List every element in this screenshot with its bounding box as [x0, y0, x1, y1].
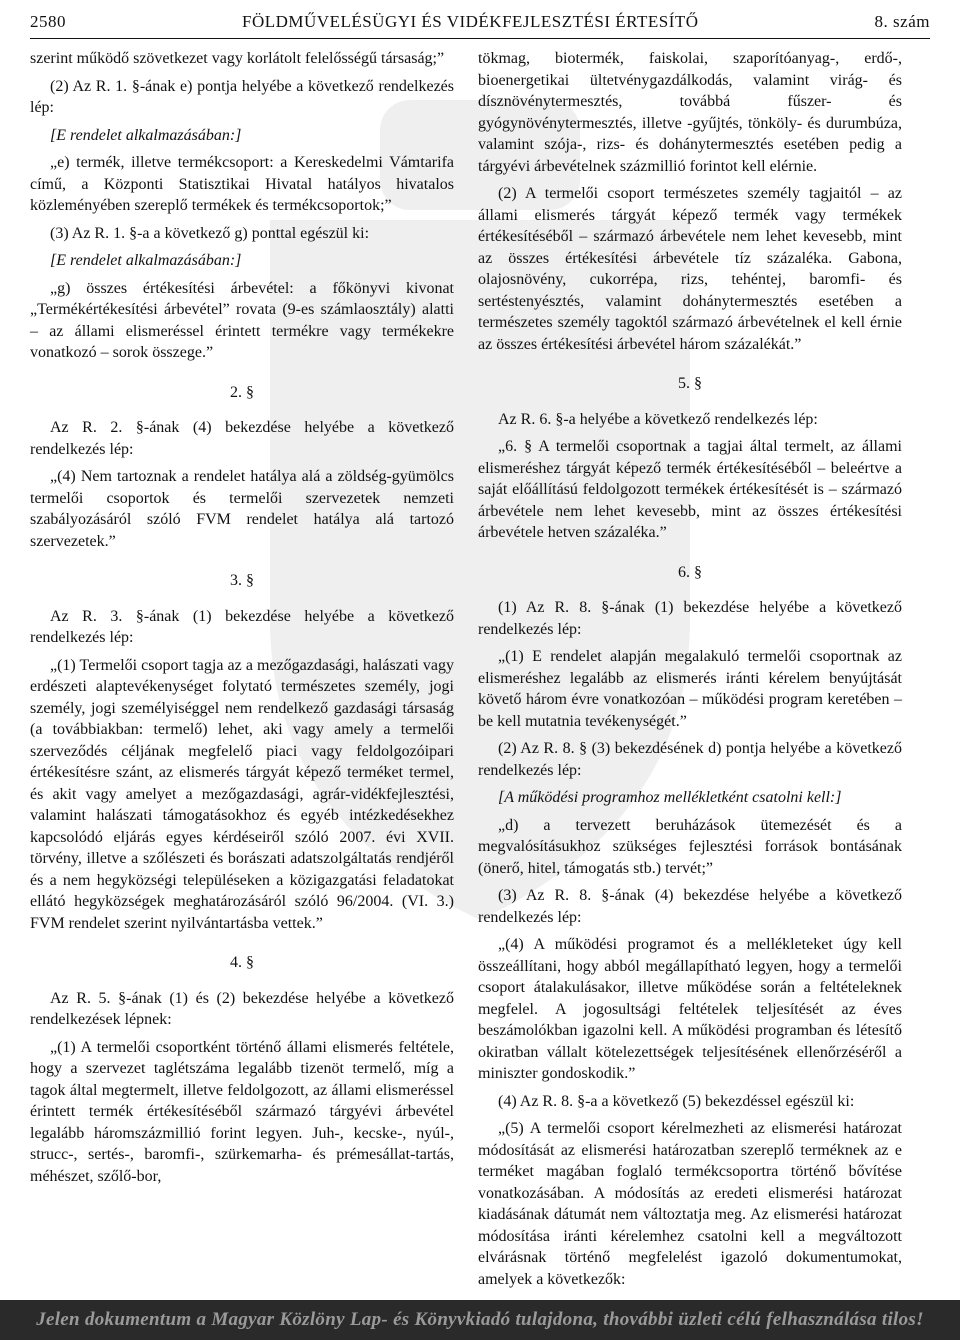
section-heading: 4. §: [230, 954, 254, 971]
page-header: [30, 10, 930, 34]
paragraph: (2) Az R. 1. §-ának e) pontja helyébe a következő rendelkezés lép:: [30, 77, 454, 116]
paragraph: „(5) A termelői csoport kérelmezheti az elismerési határozat módosítását az elismerési határozatban szereplő terméknek az e terméket magában foglaló termékcsoportra történő bővítése vonatkozásában. A módosítás az eredeti elismerési határozat kiadásának dátumát nem változtatja meg. Az elismerési határozat módosítása iránti kérelemhez csatolni kell a megváltozott elvárásnak történő megfelelést igazoló dokumentumokat, amelyek a következők:: [478, 1120, 902, 1288]
paragraph: Az R. 5. §-ának (1) és (2) bekezdése helyébe a következő rendelkezések lépnek:: [30, 989, 454, 1028]
paragraph: (4) Az R. 8. §-a a következő (5) bekezdéssel egészül ki:: [498, 1092, 855, 1110]
paragraph: „g) összes értékesítési árbevétel: a főkönyvi kivonat „Termékértékesítési árbevétel” rovata (9-es számlaosztály) alatti – az állami elismeréssel érintett termékre vagy termékekre vonatkozó – sorok összege.”: [30, 279, 454, 361]
footer-watermark-banner: [0, 1300, 960, 1340]
section-heading: 5. §: [678, 375, 702, 392]
journal-title: FÖLDMŰVELÉSÜGYI ÉS VIDÉKFEJLESZTÉSI ÉRTESÍTŐ: [242, 12, 699, 31]
paragraph: „d) a tervezett beruházások ütemezését és a megvalósításukhoz szükséges fejlesztési források bontásának (önerő, hitel, támogatás stb.) tervét;”: [478, 816, 902, 877]
paragraph: (1) Az R. 8. §-ának (1) bekezdése helyébe a következő rendelkezés lép:: [478, 599, 902, 638]
paragraph: „e) termék, illetve termékcsoport: a Kereskedelmi Vámtarifa című, a Központi Statisztikai Hivatal hatályos hivatalos közleményében szereplő termékek és termékcsoportok;”: [30, 154, 454, 214]
paragraph: „(4) A működési programot és a mellékleteket úgy kell összeállítani, hogy abból megállapítható legyen, hogy a termelői csoport átalakulásakor, illetve működése során a feltételeknek megfelel. A jogosultsági feltételek teljesítését az éves beszámolókban igazolni kell. A működési programban és létesítő okiratban vállalt kötelezettségek teljesítésének ellenőrzéséről a miniszter gondoskodik.”: [478, 936, 902, 1082]
paragraph: szerint működő szövetkezet vagy korlátolt felelősségű társaság;”: [30, 50, 445, 67]
page-number: 2580: [30, 12, 66, 31]
paragraph: Az R. 3. §-ának (1) bekezdése helyébe a következő rendelkezés lép:: [30, 607, 454, 646]
paragraph: (2) Az R. 8. § (3) bekezdésének d) pontja helyébe a következő rendelkezés lép:: [478, 740, 902, 779]
section-heading: 3. §: [230, 572, 254, 589]
bracketed-context-line: [E rendelet alkalmazásában:]: [50, 126, 242, 144]
paragraph: (3) Az R. 1. §-a a következő g) ponttal egészül ki:: [50, 224, 370, 242]
paragraph: (3) Az R. 8. §-ának (4) bekezdése helyébe a következő rendelkezés lép:: [478, 887, 902, 926]
section-heading: 2. §: [230, 383, 254, 401]
paragraph: „(1) E rendelet alapján megalakuló termelői csoportnak az elismeréshez legalább az elismerés iránti kérelem benyújtását követő három évre vonatkozóan – működési program keretében – be kell mutatnia tevékenységét.”: [478, 648, 902, 730]
paragraph: Az R. 6. §-a helyébe a következő rendelkezés lép:: [498, 410, 818, 428]
paragraph: „(1) Termelői csoport tagja az a mezőgazdasági, halászati vagy erdészeti alaptevékenységet folytató természetes személy, jogi személy, jogi személyiséggel nem rendelkező gazdasági társaság (a továbbiakban: termelő) lehet, aki vagy amely a termelői szerveződés céljának megfelelő piaci vagy feldolgozóipari értékesítésre szánt, az elismerés tárgyát képező terméket termel, és akit vagy amelyet a mezőgazdasági, agrár-vidékfejlesztési, valamint halászati támogatásokhoz és egyéb intézkedésekhez kapcsolódó eljárás egyes kérdéseiről szóló 2007. évi XVII. törvény, illetve a szőlészeti és borászati adatszolgáltatás rendjéről és a nem hegyközségi településeken a közigazgatási feladatokat ellátó hegyközségek meghatározásáról szóló 96/2004. (VI. 3.) FVM rendelet szerint nyilvántartásba vettek.”: [30, 656, 454, 932]
paragraph: „(1) A termelői csoportként történő állami elismerés feltétele, hogy a szervezet taglétszáma legalább tizenöt termelő, míg a tagok által megtermelt, illetve feldolgozott, az állami elismeréssel érintett termék értékesítéséből származó tárgyévi árbevétel legalább háromszázmillió forint legyen. Juh-, kecske-, nyúl-, strucc-, sertés-, baromfi-, szürkemarha- és prémesállat-tartás, méhészet, szőlő-bor,: [30, 1038, 454, 1185]
issue-number: 8. szám: [874, 12, 930, 31]
paragraph: tökmag, biotermék, faiskolai, szaporítóanyag-, erdő-, bioenergetikai ültetvénygazdálkodás, valamint virág- és dísznövénytermesztés, továbbá fűszer- és gyógynövénytermesztés, illetve -gyűjtés, tönköly- és durumbúza, valamint szója-, rizs- és dohánytermesztés esetében pedig a tárgyévi árbevételnek százmillió forintot kell elérnie.: [478, 50, 902, 175]
right-column: [478, 48, 902, 1296]
footer-watermark-text: Jelen dokumentum a Magyar Közlöny Lap- és Könyvkiadó tulajdona, thovábbi üzleti célú felhasználása tilos!: [36, 1309, 924, 1330]
bracketed-context-line: [A működési programhoz mellékletként csatolni kell:]: [498, 789, 842, 806]
paragraph: „(4) Nem tartoznak a rendelet hatálya alá a zöldség-gyümölcs termelői csoportok és termelői szervezetek nemzeti szabályozásáról szóló FVM rendelet hatálya alá tartozó szervezetek.”: [30, 468, 454, 550]
paragraph: Az R. 2. §-ának (4) bekezdése helyébe a következő rendelkezés lép:: [30, 419, 454, 458]
paragraph: „6. § A termelői csoportnak a tagjai által termelt, az állami elismeréshez tárgyát képező termék értékesítéséből – beleértve a saját előállítású feldolgozott termékek értékesítését is – származó árbevétele nem lehet kevesebb, mint az összes értékesítési árbevétele hetven százaléka.”: [478, 438, 902, 541]
section-heading: 6. §: [678, 563, 702, 581]
paragraph: (2) A termelői csoport természetes személy tagjaitól – az állami elismerés tárgyát képező termék vagy termékek értékesítéséből – származó árbevétele nem lehet kevesebb, mint az összes értékesítési árbevétele tíz százaléka. Gabona, olajosnövény, cukorrépa, rizs, tehéntej, baromfi- és sertéstenyésztés, valamint dohánytermesztés esetében a természetes személy tagoktól származó árbevételnek el kell érnie az összes értékesítési árbevétel három százalékát.”: [478, 185, 902, 353]
bracketed-context-line: [E rendelet alkalmazásában:]: [50, 252, 242, 269]
header-divider: [30, 38, 930, 39]
left-column: [30, 48, 454, 1193]
